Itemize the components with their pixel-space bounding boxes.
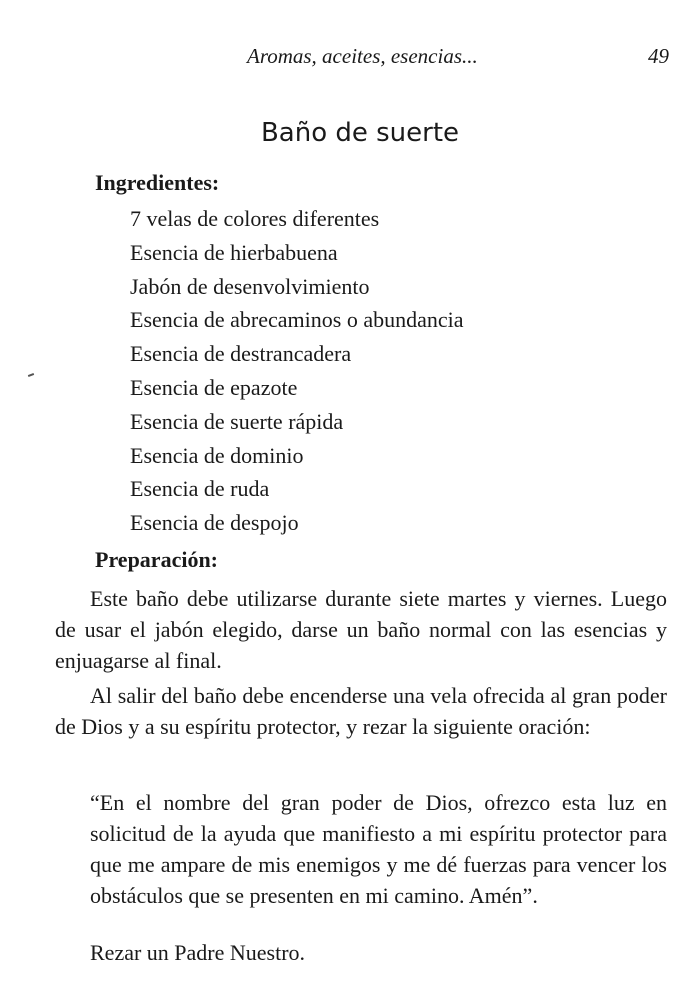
ingredient-list [130, 202, 464, 540]
ingredient-item: 7 velas de colores diferentes [130, 206, 380, 231]
ingredient-item: Esencia de despojo [130, 510, 299, 536]
ingredient-item: Esencia de suerte rápida [130, 408, 344, 434]
running-header [0, 44, 700, 74]
ingredient-item: Jabón de desenvolvimiento [130, 273, 370, 299]
scan-speck [28, 373, 34, 377]
recipe-title: Baño de suerte [260, 118, 460, 148]
ingredient-item: Esencia de ruda [130, 476, 270, 502]
preparation-paragraph: Al salir del baño debe encenderse una vela ofrecida al gran poder de Dios y a su espíritu protector, y rezar la siguiente oración: [55, 683, 667, 739]
preparation-paragraph: Este baño debe utilizarse durante siete martes y viernes. Luego de usar el jabón elegido, darse un baño normal con las esencias y enjuagarse al final. [55, 586, 667, 673]
closing-instruction: Rezar un Padre Nuestro. [90, 940, 306, 965]
running-title: Aromas, aceites, esencias... [247, 44, 478, 68]
ingredient-item: Esencia de destrancadera [130, 341, 352, 367]
preparation-heading: Preparación: [95, 547, 219, 572]
ingredient-item: Esencia de dominio [130, 442, 304, 468]
prayer-text: “En el nombre del gran poder de Dios, ofrezco esta luz en solicitud de la ayuda que manifiesto a mi espíritu protector para que me ampare de mis enemigos y me dé fuerzas para vencer los obstáculos que se presenten en mi camino. Amén”. [90, 790, 667, 908]
ingredient-item: Esencia de epazote [130, 374, 298, 400]
ingredient-item: Esencia de hierbabuena [130, 239, 338, 265]
ingredient-item: Esencia de abrecaminos o abundancia [130, 307, 464, 333]
page-number: 49 [648, 44, 669, 68]
ingredients-heading: Ingredientes: [95, 170, 220, 195]
